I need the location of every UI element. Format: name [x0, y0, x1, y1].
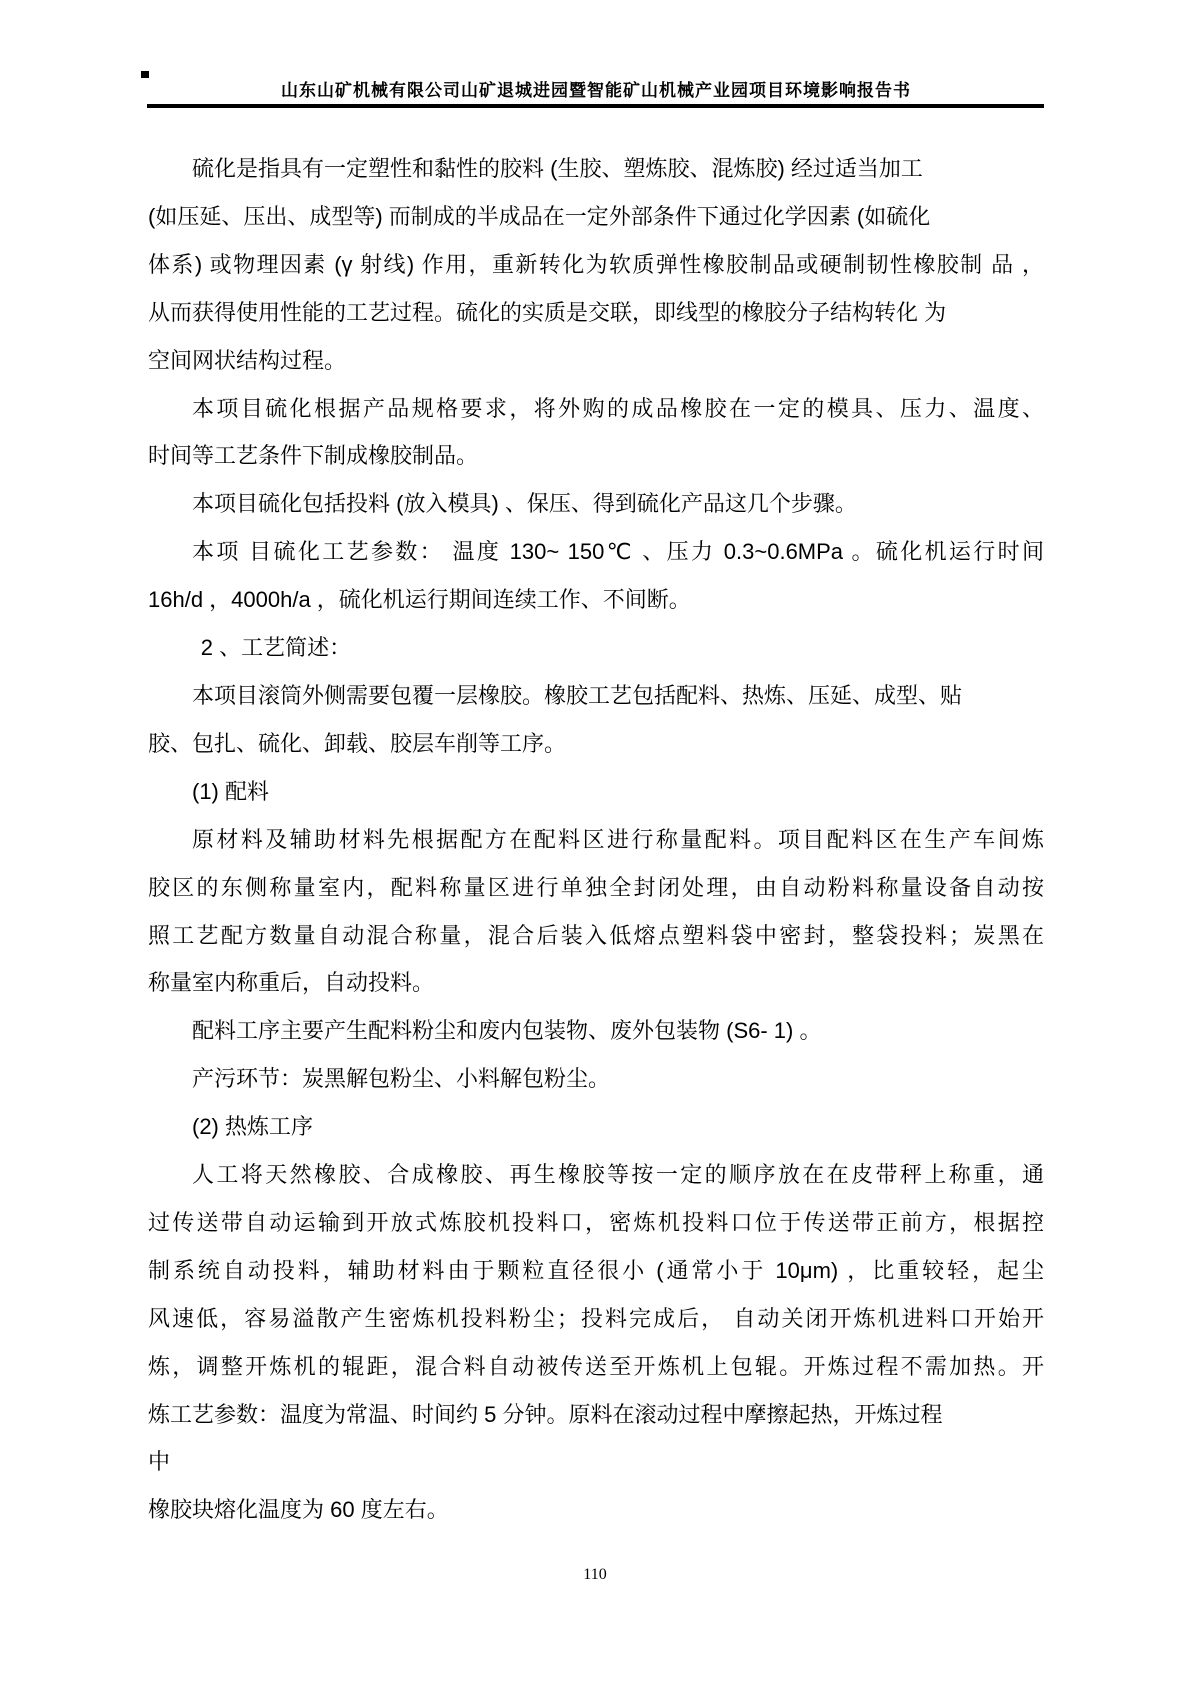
header-rule [147, 104, 1044, 108]
doc-line: 炼工艺参数：温度为常温、时间约 5 分钟。原料在滚动过程中摩擦起热，开炼过程 [148, 1401, 943, 1427]
doc-line: 人工将天然橡胶、合成橡胶、再生橡胶等按一定的顺序放在在皮带秤上称重，通 [192, 1162, 1044, 1188]
doc-line: 空间网状结构过程。 [148, 347, 347, 373]
doc-line: 称量室内称重后，自动投料。 [148, 970, 435, 996]
doc-line: (2) 热炼工序 [192, 1114, 314, 1140]
doc-line: 体系) 或物理因素 (γ 射线) 作用，重新转化为软质弹性橡胶制品或硬制韧性橡胶制 品 ， [148, 251, 1044, 277]
doc-line: 胶、包扎、硫化、卸载、胶层车削等工序。 [148, 730, 567, 756]
doc-line: (如压延、压出、成型等) 而制成的半成品在一定外部条件下通过化学因素 (如硫化 [148, 203, 931, 229]
doc-line: 本项 目硫化工艺参数： 温度 130~ 150℃ 、压力 0.3~0.6MPa 。硫化机运行时间 [192, 539, 1044, 565]
doc-line: 炼，调整开炼机的辊距，混合料自动被传送至开炼机上包辊。开炼过程不需加热。开 [148, 1353, 1044, 1379]
doc-line: 本项目硫化包括投料 (放入模具) 、保压、得到硫化产品这几个步骤。 [192, 491, 857, 517]
document-body [148, 145, 1044, 1534]
doc-line: 16h/d ，4000h/a ，硫化机运行期间连续工作、不间断。 [148, 587, 691, 613]
doc-line: 产污环节：炭黑解包粉尘、小料解包粉尘。 [192, 1066, 611, 1092]
doc-line: 中 [148, 1449, 171, 1475]
doc-line: 照工艺配方数量自动混合称量，混合后装入低熔点塑料袋中密封，整袋投料；炭黑在 [148, 922, 1044, 948]
doc-line: 时间等工艺条件下制成橡胶制品。 [148, 443, 479, 469]
doc-line: 制系统自动投料，辅助材料由于颗粒直径很小 (通常小于 10μm) ，比重较轻，起尘 [148, 1257, 1044, 1283]
doc-line: 本项目滚筒外侧需要包覆一层橡胶。橡胶工艺包括配料、热炼、压延、成型、贴 [192, 682, 963, 708]
doc-line: 原材料及辅助材料先根据配方在配料区进行称量配料。项目配料区在生产车间炼 [192, 826, 1044, 852]
doc-line: 胶区的东侧称量室内，配料称量区进行单独全封闭处理，由自动粉料称量设备自动按 [148, 874, 1044, 900]
doc-line: 本项目硫化根据产品规格要求，将外购的成品橡胶在一定的模具、压力、温度、 [192, 395, 1044, 421]
doc-line: 过传送带自动运输到开放式炼胶机投料口，密炼机投料口位于传送带正前方，根据控 [148, 1209, 1044, 1235]
doc-line: 2 、工艺简述： [200, 635, 352, 661]
doc-line: 硫化是指具有一定塑性和黏性的胶料 (生胶、塑炼胶、混炼胶) 经过适当加工 [192, 156, 923, 181]
doc-line: 从而获得使用性能的工艺过程。硫化的实质是交联，即线型的橡胶分子结构转化 为 [148, 299, 947, 325]
doc-line: 橡胶块熔化温度为 60 度左右。 [148, 1497, 449, 1523]
doc-line: 配料工序主要产生配料粉尘和废内包装物、废外包装物 (S6- 1) 。 [192, 1018, 822, 1044]
page-number: 110 [583, 1566, 607, 1583]
page-header-title: 山东山矿机械有限公司山矿退城进园暨智能矿山机械产业园项目环境影响报告书 [281, 81, 911, 100]
doc-line: (1) 配料 [192, 778, 270, 804]
doc-line: 风速低，容易溢散产生密炼机投料粉尘；投料完成后， 自动关闭开炼机进料口开始开 [148, 1305, 1044, 1331]
